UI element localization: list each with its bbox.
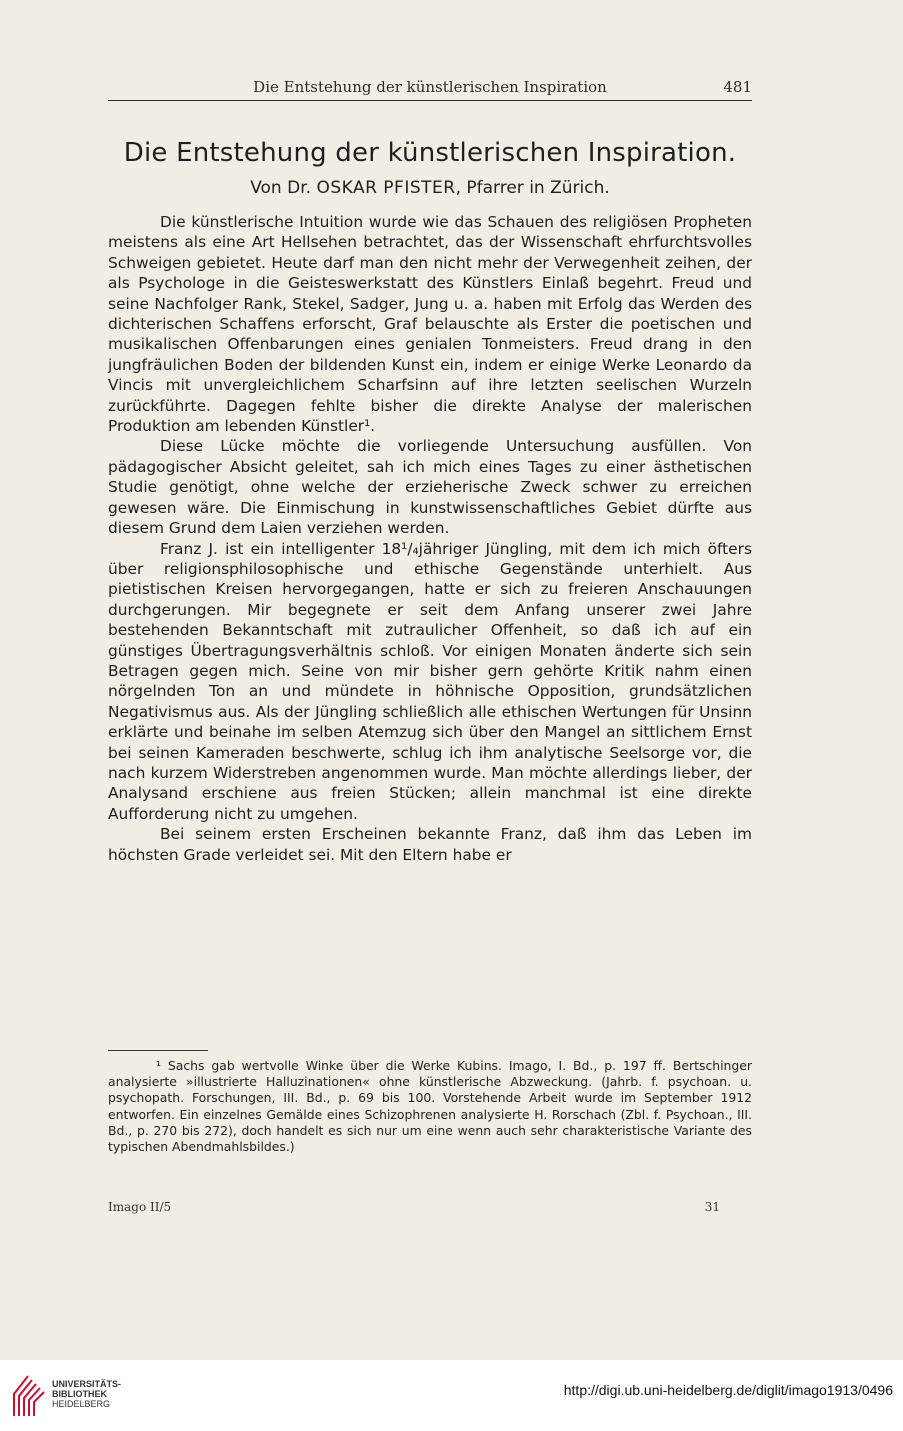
signature-journal: Imago II/5 — [108, 1200, 172, 1214]
library-line-3: HEIDELBERG — [52, 1399, 111, 1409]
footnote-divider — [108, 1050, 208, 1051]
footnote: ¹ Sachs gab wertvolle Winke über die Werke Kubins. Imago, I. Bd., p. 197 ff. Bertschinger analysierte »illustrierte Halluzinationen« ohne künstlerische Abzweckung. (Jahrb. f. psychoan. u. psychopath. Forschungen, III. Bd., p. 69 bis 100. Vorstehende Arbeit wurde im September 1912 entworfen. Ein einzelnes Gemälde eines Schizophrenen analysierte H. Rorschach (Zbl. f. Psychoan., III. Bd., p. 270 bis 272), doch handelt es sich nur um eine wenn auch sehr charakteristische Variante des typischen Abendmahlsbildes.) — [108, 1058, 752, 1155]
running-head-title: Die Entstehung der künstlerischen Inspiration — [253, 78, 607, 96]
running-head — [108, 70, 752, 101]
signature-number: 31 — [704, 1200, 720, 1214]
source-url-link[interactable]: http://digi.ub.uni-heidelberg.de/diglit/imago1913/0496 — [563, 1382, 893, 1398]
page-number: 481 — [723, 78, 752, 96]
byline — [108, 178, 752, 198]
byline-prefix: Von Dr. — [250, 178, 312, 198]
author-name: OSKAR PFISTER — [316, 178, 456, 198]
paragraph: Die künstlerische Intuition wurde wie das Schauen des religiösen Propheten meistens als eine Art Hellsehen betrachtet, das der Wissenschaft ehrfurchtsvolles Schweigen gebietet. Heute darf man den nicht mehr der Verwegenheit zeihen, der als Psychologe in die Geisteswerkstatt des Künstlers Einlaß begehrt. Freud und seine Nachfolger Rank, Stekel, Sadger, Jung u. a. haben mit Erfolg das Werden des dichterischen Schaffens erforscht, Graf belauschte als Erster die poetischen und musikalischen Offenbarungen eines genialen Tonmeisters. Freud drang in den jungfräulichen Boden der bildenden Kunst ein, indem er einige Werke Leonardo da Vincis mit unvergleichlichem Scharfsinn auf ihre letzten seelischen Wurzeln zurückführte. Dagegen fehlte bisher die direkte Analyse der malerischen Produktion am lebenden Künstler¹. — [108, 213, 752, 436]
library-line-1: UNIVERSITÄTS- — [52, 1379, 122, 1389]
body-text — [108, 212, 752, 865]
library-line-2: BIBLIOTHEK — [52, 1389, 107, 1399]
library-name — [52, 1379, 121, 1409]
library-logo-icon — [10, 1372, 46, 1418]
paragraph: Franz J. ist ein intelligenter 18¹/₄jähriger Jüngling, mit dem ich mich öfters über religionsphilosophische und ethische Gegenstände unterhielt. Aus pietistischen Kreisen hervorgegangen, hatte er sich zu freieren Anschauungen durchgerungen. Mir begegnete er seit dem Anfang unserer zwei Jahre bestehenden Bekanntschaft mit zutraulicher Offenheit, so daß ich auf ein günstiges Übertragungsverhältnis schloß. Vor einigen Monaten änderte sich sein Betragen gegen mich. Seine von mir bisher gern gehörte Kritik nahm einen nörgelnden Ton an und mündete in höhnische Opposition, grundsätzlichen Negativismus aus. Als der Jüngling schließlich alle ethischen Wertungen für Unsinn erklärte und beinahe im selben Atemzug sich über den Mangel an sittlichem Ernst bei seinen Kameraden beschwerte, schlug ich ihm analytische Seelsorge vor, die nach kurzem Widerstreben angenommen wurde. Man möchte allerdings lieber, der Analysand erschiene aus freien Stücken; allein manchmal ist eine direkte Aufforderung nicht zu umgehen. — [108, 539, 752, 823]
article-title: Die Entstehung der künstlerischen Inspiration. — [123, 138, 737, 168]
byline-suffix: , Pfarrer in Zürich. — [455, 178, 610, 198]
paragraph: Bei seinem ersten Erscheinen bekannte Franz, daß ihm das Leben im höchsten Grade verleidet sei. Mit den Eltern habe er — [108, 825, 752, 864]
paragraph: Diese Lücke möchte die vorliegende Untersuchung ausfüllen. Von pädagogischer Absicht geleitet, sah ich mich eines Tages zu einer ästhetischen Studie genötigt, ohne welche der erzieherische Zweck schwer zu erreichen gewesen wäre. Die Einmischung in kunstwissenschaftliches Gebiet dürfte aus diesem Grund dem Laien verziehen werden. — [108, 437, 752, 538]
